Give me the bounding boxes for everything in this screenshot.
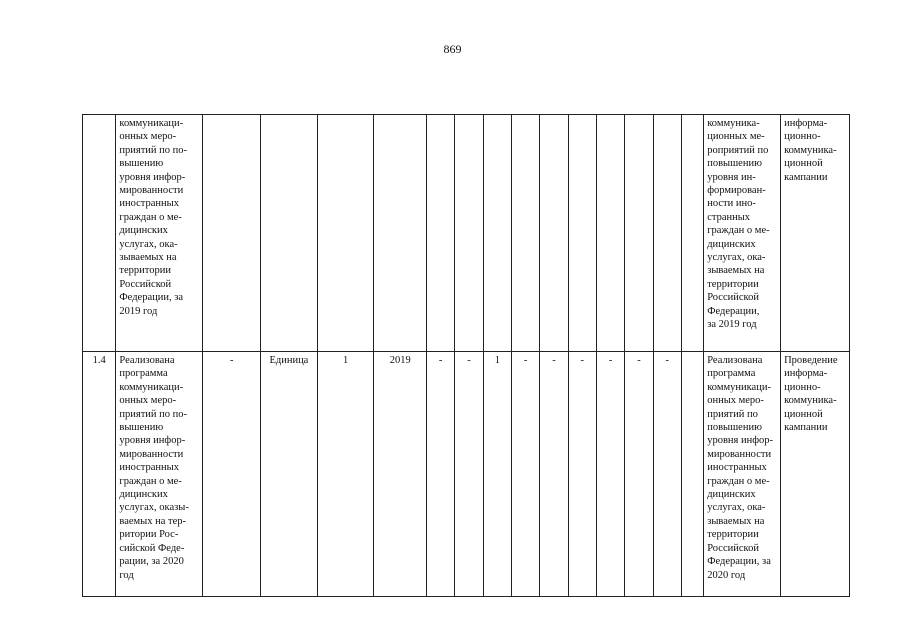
cell-period-10 xyxy=(681,352,703,597)
cell-period-4: - xyxy=(511,352,539,597)
result-form: информа- ционно- коммуника- ционной кампании xyxy=(781,115,850,352)
cell-period-2 xyxy=(455,115,483,352)
cell-period-1 xyxy=(427,115,455,352)
table-row xyxy=(83,115,850,352)
cell-period-8 xyxy=(625,115,653,352)
result-form: Проведение информа- ционно- коммуника- ционной кампании xyxy=(781,352,850,597)
cell-period-9: - xyxy=(653,352,681,597)
cell-period-7: - xyxy=(596,352,624,597)
cell-period-5: - xyxy=(540,352,568,597)
cell-period-8: - xyxy=(625,352,653,597)
cell-period-10 xyxy=(681,115,703,352)
cell-unit xyxy=(261,115,318,352)
cell-period-6 xyxy=(568,115,596,352)
indicator-description: Реализована программа коммуникаци- онных меро- приятий по по- вышению уровня инфор- мированности иностранных граждан о ме- дицинских услугах, оказы- ваемых на тер- ритории Рос- сийской Феде- рации, за 2020 год xyxy=(116,352,203,597)
cell-period-2: - xyxy=(455,352,483,597)
cell-period-5 xyxy=(540,115,568,352)
cell-base-value: 1 xyxy=(317,352,374,597)
cell-period-9 xyxy=(653,115,681,352)
cell-period-3 xyxy=(483,115,511,352)
cell-period-7 xyxy=(596,115,624,352)
cell-base-year xyxy=(374,115,427,352)
row-number: 1.4 xyxy=(83,352,116,597)
cell-period-6: - xyxy=(568,352,596,597)
row-number xyxy=(83,115,116,352)
cell-unit: Единица xyxy=(261,352,318,597)
cell-period-1: - xyxy=(427,352,455,597)
page-number: 869 xyxy=(443,42,462,56)
result-description: коммуника- ционных ме- роприятий по повышению уровня ин- формирован- ности ино- странных граждан о ме- дицинских услугах, ока- зываемых на территории Российской Федерации, за 2019 год xyxy=(704,115,781,352)
cell-level xyxy=(203,115,261,352)
cell-period-3: 1 xyxy=(483,352,511,597)
cell-level: - xyxy=(203,352,261,597)
cell-base-value xyxy=(317,115,374,352)
indicator-description: коммуникаци- онных меро- приятий по по- вышению уровня инфор- мированности иностранных граждан о ме- дицинских услугах, ока- зываемых на территории Российской Федерации, за 2019 год xyxy=(116,115,203,352)
table-row xyxy=(83,352,850,597)
cell-period-4 xyxy=(511,115,539,352)
result-description: Реализована программа коммуникаци- онных меро- приятий по повышению уровня инфор- мированности иностранных граждан о ме- дицинских услугах, ока- зываемых на территории Российской Федерации, за 2020 год xyxy=(704,352,781,597)
cell-base-year: 2019 xyxy=(374,352,427,597)
plan-table xyxy=(82,114,850,597)
